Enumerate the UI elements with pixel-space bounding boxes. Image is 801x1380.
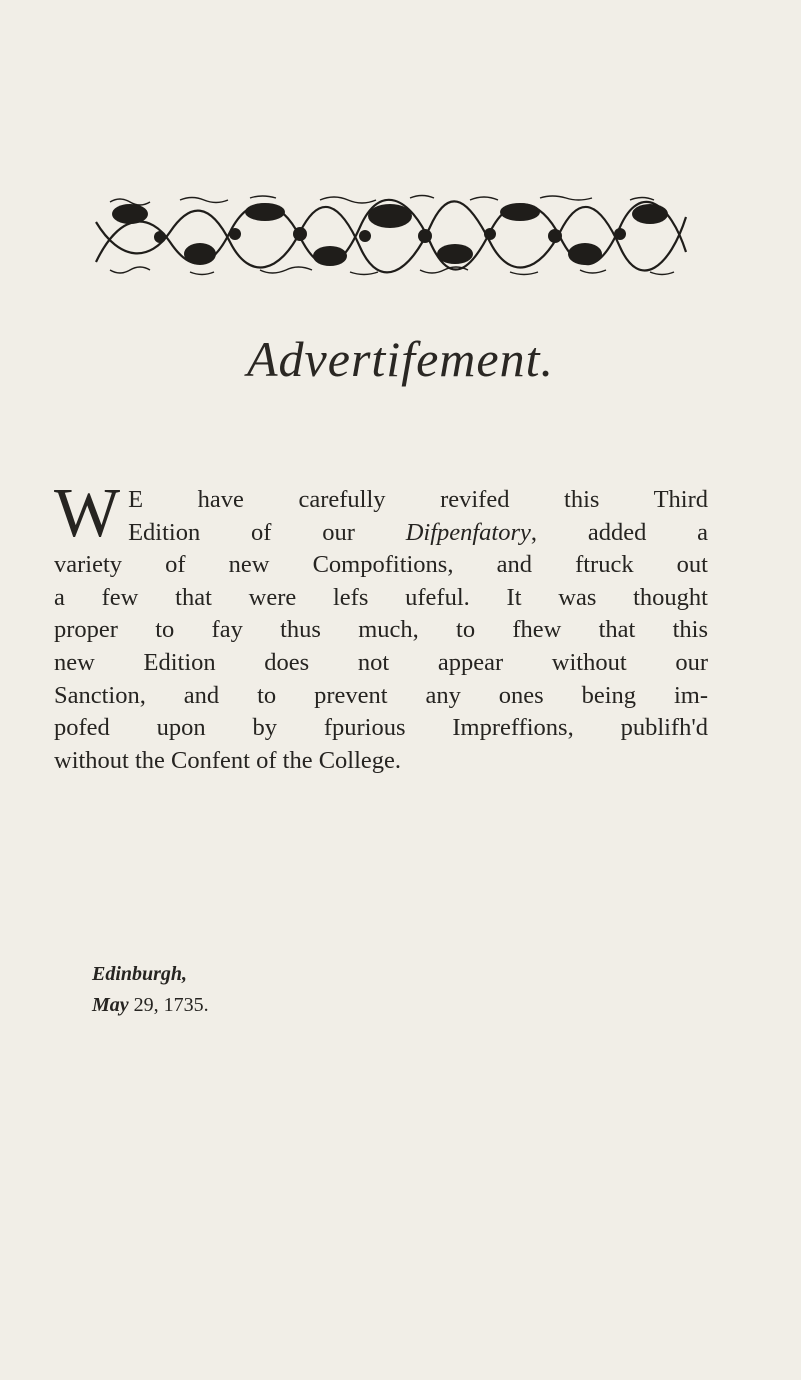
advertisement-body [54, 475, 708, 777]
page-title: Advertifement. [247, 331, 554, 387]
body-line: pofed upon by fpurious Impreffions, publifh'd [54, 714, 708, 742]
drop-cap: W [54, 475, 121, 552]
body-line: proper to fay thus much, to fhew that this [54, 616, 708, 644]
body-line: Edition of our Difpenfatory, added a [128, 518, 708, 546]
body-line: new Edition does not appear without our [54, 648, 708, 676]
signature-date: May 29, 1735. [92, 994, 209, 1016]
signature-place: Edinburgh, [92, 963, 188, 985]
headpiece-ornament-icon [90, 192, 692, 276]
body-line: variety of new Compofitions, and ftruck out [54, 551, 708, 579]
body-line: a few that were lefs ufeful. It was thought [54, 583, 708, 611]
body-line: without the Confent of the College. [54, 746, 402, 774]
body-line: Sanction, and to prevent any ones being im- [54, 681, 708, 709]
body-line: E have carefully revifed this Third [128, 486, 708, 513]
